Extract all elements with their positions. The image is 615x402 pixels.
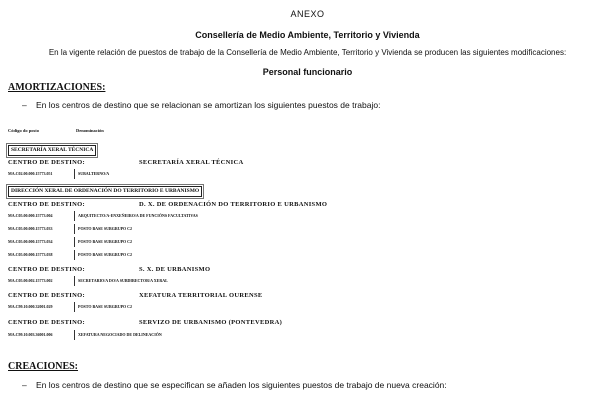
row-code: MA.C05.00.002.15773.002: [8, 278, 53, 283]
row-code: MA.C99.10.000.32001.029: [8, 304, 53, 309]
staff-type-subtitle: Personal funcionario: [262, 67, 353, 77]
row-separator: [74, 250, 75, 260]
centro-name: SECRETARÍA XERAL TÉCNICA: [139, 159, 244, 166]
intro-paragraph: En la vigente relación de puestos de trabajo de la Consellería de Medio Ambiente, Territorio y Vivienda se producen las siguientes modificaciones:: [48, 48, 567, 57]
row-description: XEFATURA NEGOCIADO DE DELINEACIÓN: [78, 332, 162, 337]
creaciones-heading: CREACIONES:: [8, 361, 79, 372]
centro-name: D. X. DE ORDENACIÓN DO TERRITORIO E URBANISMO: [139, 201, 328, 208]
row-description: POSTO BASE SUBGRUPO C2: [78, 252, 133, 257]
row-code: MA.C05.00.000.15773.034: [8, 239, 53, 244]
bullet-dash: –: [22, 380, 27, 390]
row-code: MA.C05.00.000.15773.004: [8, 213, 53, 218]
ministry-title: Consellería de Medio Ambiente, Territorio y Vivienda: [195, 30, 420, 40]
amortizaciones-heading: AMORTIZACIONES:: [8, 82, 106, 93]
row-separator: [74, 330, 75, 340]
row-separator: [74, 276, 75, 286]
row-description: POSTO BASE SUBGRUPO C2: [78, 304, 133, 309]
section-box-direccion: DIRECCIÓN XERAL DE ORDENACIÓN DO TERRITORIO E URBANISMO: [8, 186, 202, 197]
bullet-dash: –: [22, 100, 27, 110]
centro-label: CENTRO DE DESTINO:: [8, 319, 85, 326]
column-header-code: Código do posto: [8, 128, 40, 133]
section-box-secretaria: SECRETARÍA XERAL TÉCNICA: [8, 145, 96, 156]
row-separator: [74, 211, 75, 221]
row-separator: [74, 224, 75, 234]
centro-label: CENTRO DE DESTINO:: [8, 266, 85, 273]
row-code: MA.C05.00.000.15773.038: [8, 252, 53, 257]
row-code: MA.C05.00.000.15773.033: [8, 226, 53, 231]
column-header-name: Denominación: [76, 128, 104, 133]
row-separator: [74, 237, 75, 247]
row-separator: [74, 169, 75, 179]
annex-label: ANEXO: [290, 9, 325, 19]
centro-label: CENTRO DE DESTINO:: [8, 201, 85, 208]
row-description: ARQUITECTO/A-ENXEÑEIRO/A DE FUNCIÓNS FACULTATIVAS: [78, 213, 198, 218]
centro-name: SERVIZO DE URBANISMO (PONTEVEDRA): [139, 319, 283, 326]
centro-name: XEFATURA TERRITORIAL OURENSE: [139, 292, 263, 299]
row-description: POSTO BASE SUBGRUPO C2: [78, 226, 133, 231]
creaciones-bullet: [22, 380, 447, 390]
amortizaciones-bullet-text: En los centros de destino que se relacionan se amortizan los siguientes puestos de trabajo:: [36, 100, 381, 110]
row-description: SECRETARIO/A DO/A SUBDIRECTOR/A XERAL: [78, 278, 168, 283]
centro-label: CENTRO DE DESTINO:: [8, 159, 85, 166]
row-code: MA.C99.10.003.36001.006: [8, 332, 53, 337]
creaciones-bullet-text: En los centros de destino que se especifican se añaden los siguientes puestos de trabajo de nueva creación:: [36, 380, 447, 390]
row-separator: [74, 302, 75, 312]
centro-name: S. X. DE URBANISMO: [139, 266, 211, 273]
row-description: SUBALTERNO/A: [78, 171, 110, 176]
centro-label: CENTRO DE DESTINO:: [8, 292, 85, 299]
row-code: MA.C02.00.000.15773.051: [8, 171, 53, 176]
row-description: POSTO BASE SUBGRUPO C2: [78, 239, 133, 244]
amortizaciones-bullet: [22, 100, 380, 110]
